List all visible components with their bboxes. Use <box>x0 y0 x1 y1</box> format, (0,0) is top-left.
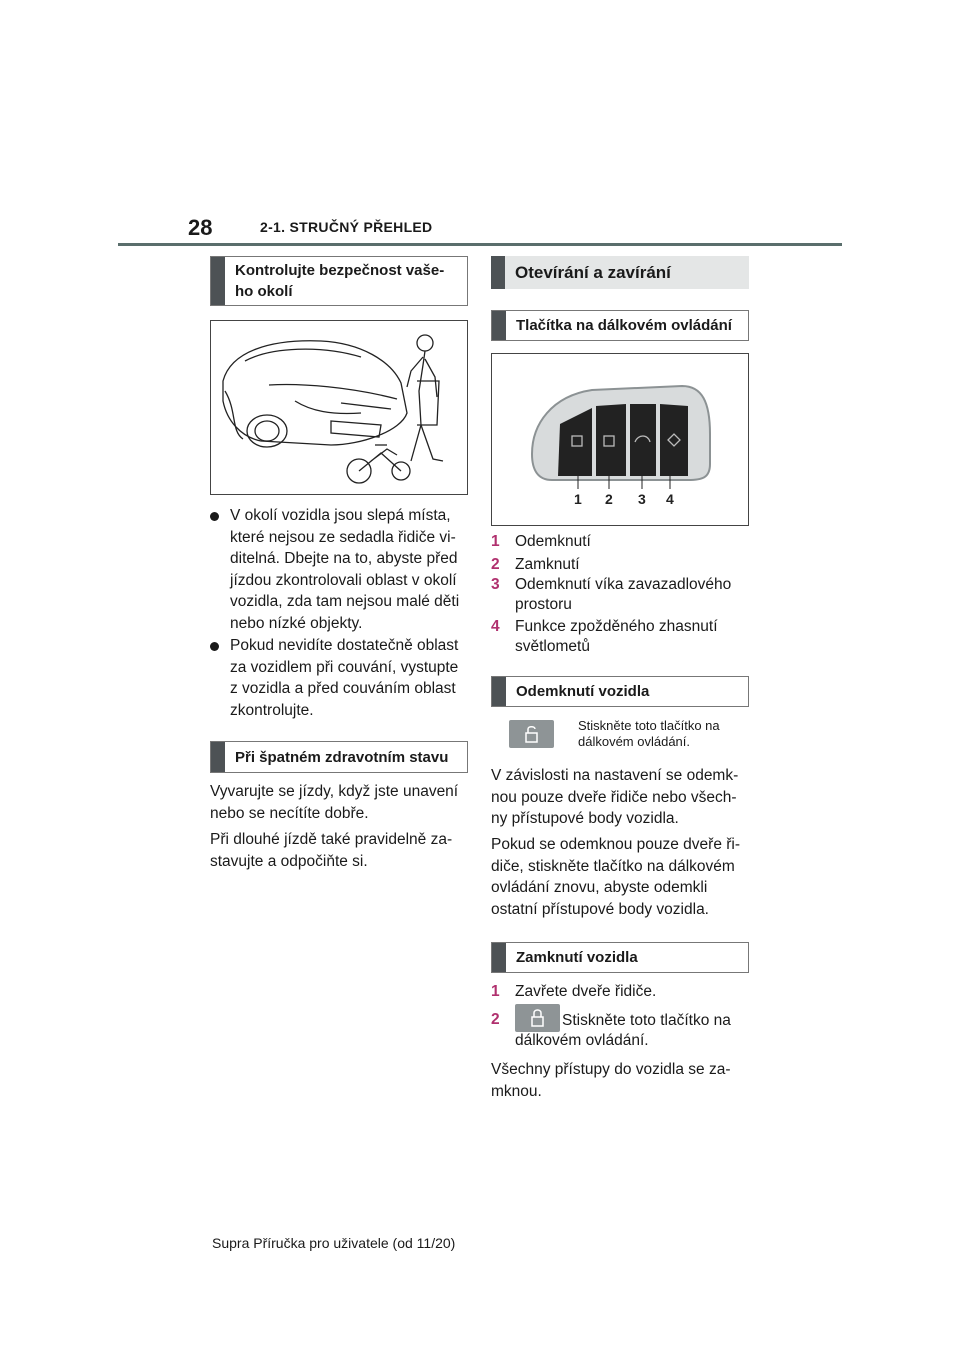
heading-bar <box>211 257 225 305</box>
heading-text: Kontrolujte bezpečnost vaše- ho okolí <box>235 262 445 300</box>
unlock-note: Stiskněte toto tlačítko na dálkovém ovládání. <box>578 718 720 749</box>
heading-text: Tlačítka na dálkovém ovládání <box>516 317 732 334</box>
heading-text: Odemknutí vozidla <box>516 683 650 700</box>
footer-text: Supra Příručka pro uživatele (od 11/20) <box>212 1235 456 1251</box>
paragraph-fatigue: Vyvarujte se jízdy, když jste unavení nebo se necítíte dobře. <box>210 783 459 822</box>
lock-step-2-text: Stiskněte toto tlačítko na <box>562 1012 731 1029</box>
legend-item-3: 3 Odemknutí víka zavazadlového prostoru <box>491 576 732 613</box>
figure-number-2: 2 <box>605 491 613 507</box>
figure-number-4: 4 <box>666 491 674 507</box>
heading-bar <box>492 943 506 972</box>
car-child-person-drawing <box>211 321 467 494</box>
bullet-blind-spots: V okolí vozidla jsou slepá místa, které nejsou ze sedadla řidiče vi- ditelná. Dbejte na to, abyste před jízdou zkontrolovali oblast v okolí vozidla, zda tam nejsou malé děti nebo nízké objekty. <box>210 505 470 634</box>
remote-key-illustration <box>491 353 749 526</box>
header-rule <box>118 243 842 246</box>
lock-step-2: 2 <box>491 1011 500 1028</box>
heading-bar <box>492 677 506 706</box>
legend-item-4: 4 Funkce zpožděného zhasnutí světlometů <box>491 618 718 655</box>
legend-item-1: 1 Odemknutí <box>491 533 591 550</box>
figure-number-1: 1 <box>574 491 582 507</box>
heading-lock <box>491 942 749 973</box>
lock-step-1: 1 Zavřete dveře řidiče. <box>491 983 657 1000</box>
lock-button-icon <box>515 1004 560 1032</box>
bullet-reversing: Pokud nevidíte dostatečně oblast za vozidlem při couvání, vystupte z vozidla a před couváním oblast zkontrolujte. <box>210 635 470 721</box>
lock-step-2-text-cont: dálkovém ovládání. <box>515 1032 649 1049</box>
paragraph-breaks: Při dlouhé jízdě také pravidelně za- stavujte a odpočiňte si. <box>210 831 453 870</box>
heading-unlock <box>491 676 749 707</box>
legend-item-2: 2 Zamknutí <box>491 556 580 573</box>
page-number: 28 <box>188 215 213 240</box>
heading-text: Otevírání a zavírání <box>515 263 671 282</box>
heading-health <box>210 741 468 773</box>
bullet-dot <box>210 642 219 651</box>
unlock-button-icon <box>509 720 554 748</box>
heading-remote-buttons <box>491 310 749 341</box>
heading-bar <box>211 742 225 772</box>
heading-check-surroundings <box>210 256 468 306</box>
figure-number-3: 3 <box>638 491 646 507</box>
paragraph-all-locked: Všechny přístupy do vozidla se za- mknou. <box>491 1061 731 1100</box>
paragraph-unlock-again: Pokud se odemknou pouze dveře ři- diče, stiskněte tlačítko na dálkovém ovládání znovu, abyste odemkli ostatní přístupové body vozidla. <box>491 836 741 918</box>
chapter-title: 2-1. STRUČNÝ PŘEHLED <box>260 219 433 235</box>
bullet-dot <box>210 512 219 521</box>
remote-key-drawing <box>492 354 748 525</box>
car-safety-illustration <box>210 320 468 495</box>
paragraph-unlock-settings: V závislosti na nastavení se odemk- nou pouze dveře řidiče nebo všech- ny přístupové body vozidla. <box>491 767 739 827</box>
heading-text: Zamknutí vozidla <box>516 949 638 966</box>
heading-bar <box>492 311 506 340</box>
heading-bar <box>491 256 505 289</box>
heading-text: Při špatném zdravotním stavu <box>235 748 449 766</box>
heading-open-close <box>491 256 749 289</box>
